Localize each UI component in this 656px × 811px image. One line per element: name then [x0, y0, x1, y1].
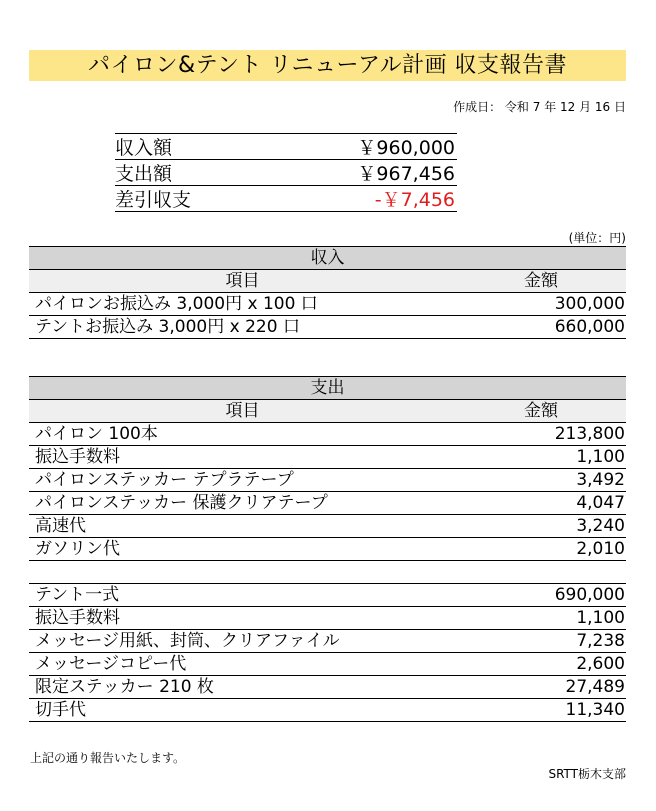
summary-balance-row: [115, 186, 457, 212]
table-row: [29, 630, 626, 653]
row-item: 振込手数料: [35, 608, 120, 628]
unit-note: (単位：円): [568, 231, 626, 245]
expense-col-amount: 金額: [524, 401, 558, 421]
row-item: ガソリン代: [35, 539, 120, 559]
row-amount: 213,800: [554, 424, 625, 444]
row-amount: 2,600: [576, 654, 625, 674]
table-row: [29, 423, 626, 446]
row-amount: 7,238: [576, 631, 625, 651]
table-row: [29, 446, 626, 469]
row-amount: 11,340: [565, 700, 625, 720]
row-item: メッセージコピー代: [35, 654, 187, 674]
summary-table: [115, 133, 457, 212]
summary-expense-row: [115, 160, 457, 186]
expense-header: 支出: [29, 376, 626, 400]
expense-column-headers: [29, 400, 626, 423]
row-amount: 1,100: [576, 447, 625, 467]
created-date: 作成日： 令和 7 年 12 月 16 日: [453, 100, 626, 114]
row-amount: 2,010: [576, 539, 625, 559]
table-row: [29, 699, 626, 722]
row-item: 高速代: [35, 516, 86, 536]
report-title: パイロン&テント リニューアル計画 収支報告書: [29, 50, 626, 81]
summary-income-row: [115, 134, 457, 160]
summary-balance-label: 差引収支: [115, 189, 192, 211]
row-item: テント一式: [35, 585, 120, 605]
table-row: [29, 584, 626, 607]
income-header: 収入: [29, 246, 626, 270]
expense-col-item: 項目: [225, 401, 260, 421]
row-amount: 3,240: [576, 516, 625, 536]
row-amount: 3,492: [576, 470, 625, 490]
table-row: [29, 293, 626, 316]
table-row: [29, 676, 626, 699]
row-amount: 4,047: [576, 493, 625, 513]
row-item: 振込手数料: [35, 447, 120, 467]
row-amount: 690,000: [554, 585, 625, 605]
row-item: パイロン 100本: [35, 424, 158, 444]
table-row: [29, 607, 626, 630]
table-spacer-row: [29, 561, 626, 584]
row-item: 切手代: [35, 700, 86, 720]
summary-expense-value: ￥967,456: [357, 163, 455, 185]
expense-table: [29, 376, 626, 722]
row-amount: 27,489: [565, 677, 625, 697]
summary-expense-label: 支出額: [115, 163, 173, 185]
summary-balance-value: -￥7,456: [374, 189, 455, 211]
table-row: [29, 538, 626, 561]
table-row: [29, 515, 626, 538]
row-item: テントお振込み 3,000円 x 220 口: [35, 317, 300, 337]
row-item: パイロンお振込み 3,000円 x 100 口: [35, 294, 318, 314]
income-column-headers: [29, 270, 626, 293]
table-row: [29, 653, 626, 676]
row-amount: 300,000: [554, 294, 625, 314]
income-col-amount: 金額: [524, 271, 558, 291]
row-item: パイロンステッカー 保護クリアテープ: [35, 493, 328, 513]
row-amount: 660,000: [554, 317, 625, 337]
table-row: [29, 469, 626, 492]
table-row: [29, 316, 626, 339]
row-item: パイロンステッカー テプラテープ: [35, 470, 294, 490]
row-item: 限定ステッカー 210 枚: [35, 677, 214, 697]
summary-income-value: ￥960,000: [357, 137, 455, 159]
closing-note: 上記の通り報告いたします。: [30, 751, 186, 765]
row-amount: 1,100: [576, 608, 625, 628]
signature: SRTT栃木支部: [548, 767, 626, 781]
row-item: メッセージ用紙、封筒、クリアファイル: [35, 631, 340, 651]
income-table: [29, 246, 626, 339]
income-col-item: 項目: [225, 271, 260, 291]
table-row: [29, 492, 626, 515]
summary-income-label: 収入額: [115, 137, 173, 159]
